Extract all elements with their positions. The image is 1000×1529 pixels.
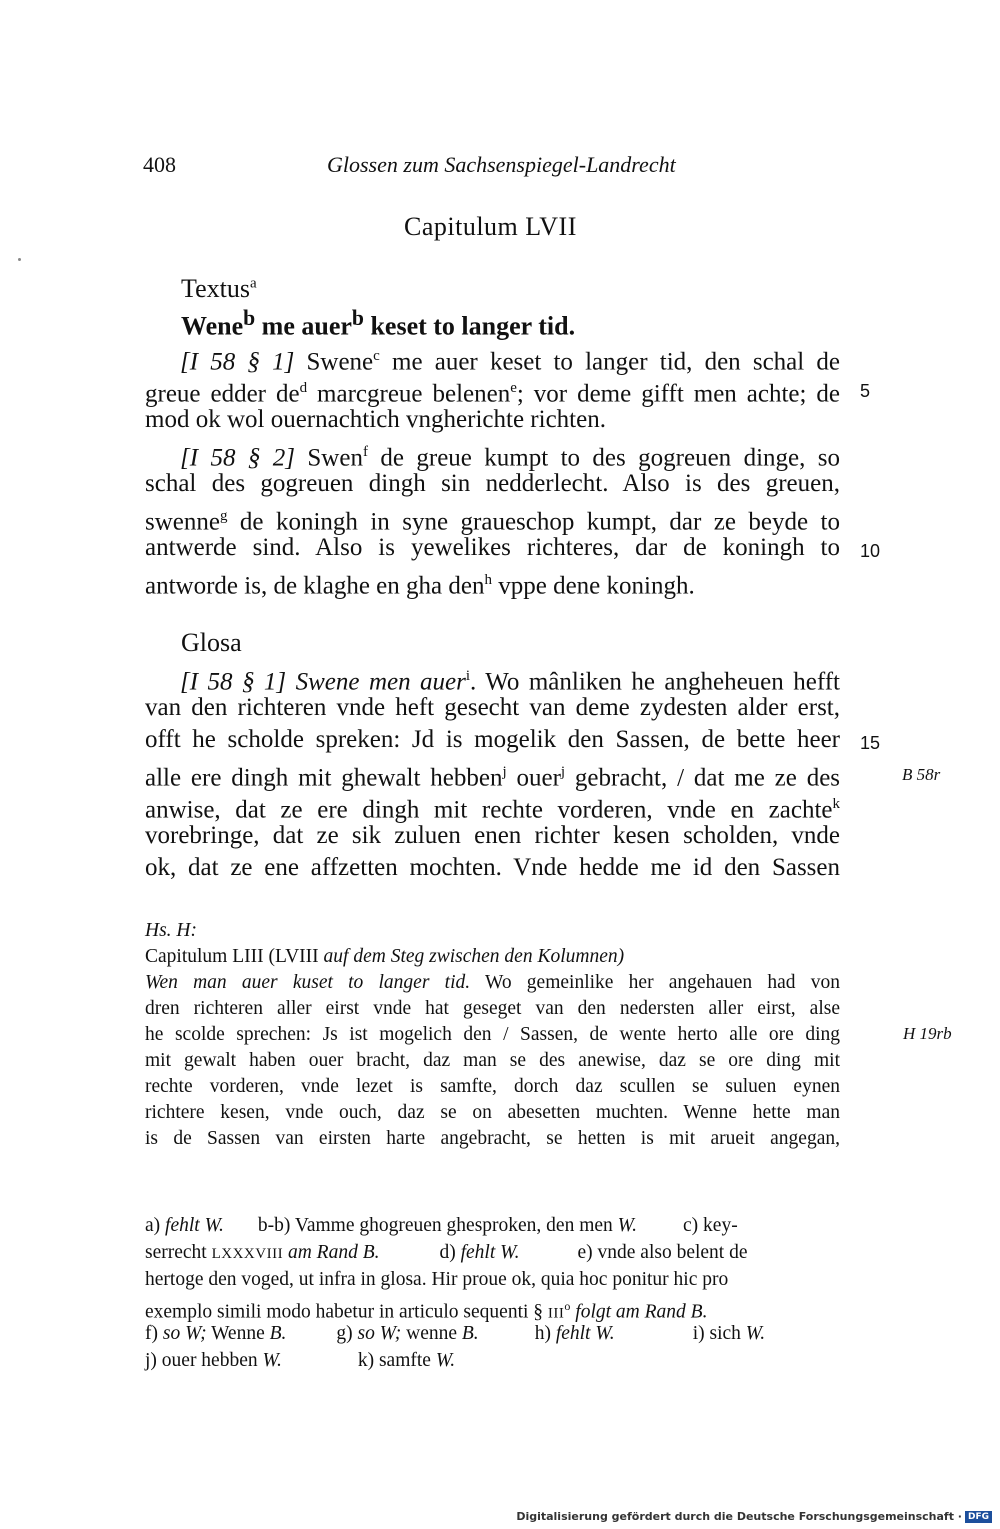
textus-line-5: schal des gogreuen dingh sin nedderlecht. Also is des greuen,: [145, 470, 840, 497]
hs-line-7: is de Sassen van eirsten harte angebracht, se hetten is mit arueit angegan,: [145, 1128, 840, 1149]
footnote-line-3: hertoge den voged, ut infra in glosa. Hir proue ok, quia hoc ponitur hic pro: [145, 1269, 729, 1290]
margin-note-h19rb: H 19rb: [903, 1024, 952, 1043]
glosa-line-6: vorebringe, dat ze sik zuluen enen richter kesen scholden, vnde: [145, 822, 840, 849]
textus-line-8: antworde is, de klaghe en gha den$^h$ vppe dene koningh.: [145, 572, 695, 600]
footnote-line-2: serrecht LXXXVIII am Rand B. d) fehlt W. e) vnde also belent de: [145, 1242, 748, 1263]
glosa-line-3: offt he scholde spreken: Jd is mogelik den Sassen, de bette heer: [145, 726, 840, 753]
glosa-line-4: alle ere dingh mit ghewalt hebben$^j$ ouer$^j$ gebracht, / dat me ze des: [145, 764, 841, 792]
footnote-line-4: exemplo simili modo habetur in articulo sequenti § III$^o$ folgt am Rand B.: [145, 1299, 708, 1323]
footnote-line-5: f) so W; Wenne B. g) so W; wenne B. h) fehlt W. i) sich W.: [145, 1323, 766, 1344]
line-number-10: 10: [860, 541, 881, 561]
line-number-15: 15: [860, 733, 881, 753]
hs-line-4: mit gewalt haben ouer bracht, daz man se des anewise, daz se ore ding mit: [145, 1050, 840, 1071]
hs-chapter-line: Capitulum LIII (LVIII auf dem Steg zwischen den Kolumnen): [145, 946, 625, 967]
hs-line-6: richtere kesen, vnde ouch, daz se on abesetten muchten. Wenne hette man: [145, 1102, 840, 1123]
textus-line-2: greue edder $de^d$ marcgreue belenen$^e$; vor deme gifft men achte; de: [145, 380, 840, 408]
hs-label: Hs. H:: [145, 920, 197, 941]
textus-line-4: [I 58 § 2] Swen$^f$ de greue kumpt to des gogreuen dinge, so: [180, 444, 840, 472]
footnote-line-6: j) ouer hebben W. k) samfte W.: [145, 1350, 456, 1371]
textus-line-3: mod ok wol ouernachtich vngherichte richten.: [145, 406, 606, 433]
scan-speck: [18, 258, 21, 261]
hs-line-5: rechte vorderen, vnde lezet is samfte, dorch daz scullen se suluen eynen: [145, 1076, 840, 1097]
margin-note-b58r: B 58r: [902, 765, 941, 784]
chapter-title: Capitulum LVII: [404, 212, 577, 241]
hs-line-3: he scolde sprechen: Js ist mogelich den / Sassen, de wente herto alle ore ding: [145, 1024, 840, 1045]
dfg-credit-text: Digitalisierung gefördert durch die Deutsche Forschungsgemeinschaft ·: [516, 1510, 962, 1523]
line-number-5: 5: [860, 381, 871, 401]
hs-line-2: dren richteren aller eirst vnde hat geseget van den nedersten aller eirst, alse: [145, 998, 840, 1019]
running-title: Glossen zum Sachsenspiegel-Landrecht: [327, 152, 676, 177]
dfg-credit: [516, 1510, 992, 1523]
textus-lemma: Wene$^b$ me auer$^b$ keset to langer tid.: [181, 306, 576, 341]
footnote-line-1: a) fehlt W. b-b) Vamme ghogreuen ghesproken, den men W. c) key-: [145, 1215, 738, 1236]
glosa-line-5: anwise, dat ze ere dingh mit rechte vorderen, vnde en zachte$^k$: [145, 796, 840, 824]
glosa-line-1: [I 58 § 1] Swene men auer$^i$. Wo mânliken he angheheuen hefft: [180, 668, 840, 696]
textus-heading: Textus$^a$: [181, 274, 257, 303]
dfg-logo: DFG: [965, 1511, 992, 1523]
textus-line-1: [I 58 § 1] Swene$^c$ me auer keset to langer tid, den schal de: [180, 348, 840, 376]
glosa-heading: Glosa: [181, 628, 242, 657]
textus-line-7: antwerde sind. Also is yewelikes richteres, dar de koningh to: [145, 534, 840, 561]
hs-line-1: Wen man auer kuset to langer tid. Wo gemeinlike her angehauen had von: [145, 972, 840, 993]
glosa-line-7: ok, dat ze ene affzetten mochten. Vnde hedde me id den Sassen: [145, 854, 840, 881]
glosa-line-2: van den richteren vnde heft gesecht van deme zydesten alder erst,: [145, 694, 840, 721]
page-number: 408: [143, 152, 176, 177]
textus-line-6: swenne$^g$ de koningh in syne graueschop kumpt, dar ze beyde to: [145, 508, 840, 536]
